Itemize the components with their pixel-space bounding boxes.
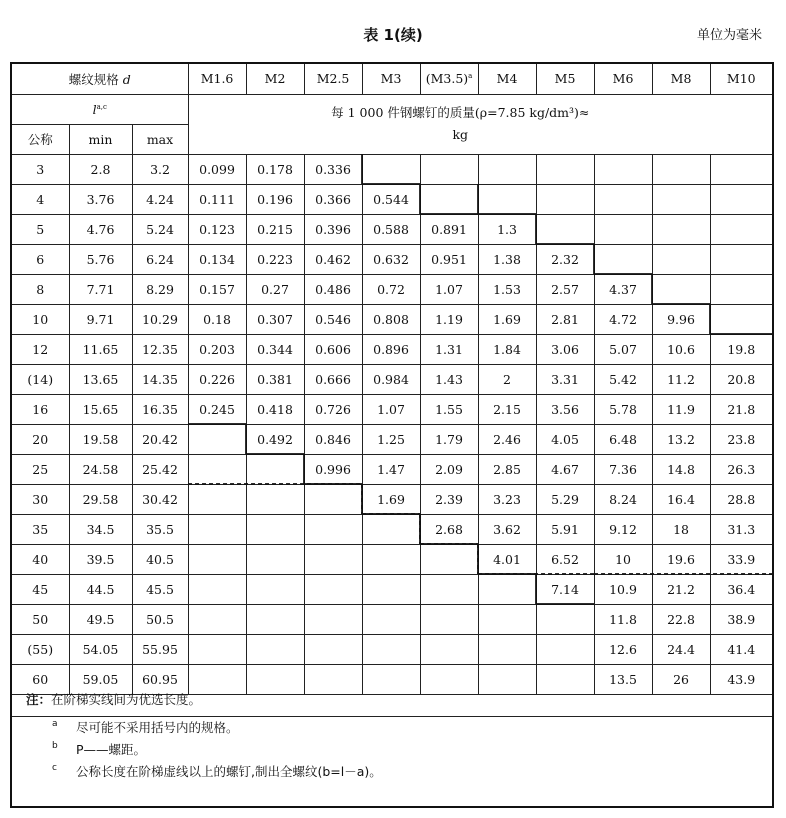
mass-value-cell: 0.418 <box>246 394 304 424</box>
mass-value-cell <box>478 574 536 604</box>
size-label: M2.5 <box>316 71 350 87</box>
size-footnote-mark: a <box>468 72 473 81</box>
table-row <box>12 154 772 184</box>
mass-value-cell <box>246 574 304 604</box>
min-length-cell: 59.05 <box>69 664 132 694</box>
size-label: M2 <box>264 71 286 87</box>
mass-value-cell <box>246 514 304 544</box>
mass-value-cell: 0.544 <box>362 184 420 214</box>
mass-value-cell: 1.19 <box>420 304 478 334</box>
mass-value-cell: 0.996 <box>304 454 362 484</box>
mass-title: 每 1 000 件钢螺钉的质量(ρ=7.85 kg/dm³)≈ <box>331 105 590 120</box>
max-length-cell: 3.2 <box>132 154 188 184</box>
size-header <box>362 64 420 94</box>
mass-value-cell: 0.111 <box>188 184 246 214</box>
mass-value-cell <box>362 574 420 604</box>
preferred-length-note <box>12 684 772 717</box>
min-length-cell: 4.76 <box>69 214 132 244</box>
mass-value-cell: 9.12 <box>594 514 652 544</box>
min-length-cell: 3.76 <box>69 184 132 214</box>
max-length-cell: 5.24 <box>132 214 188 244</box>
mass-value-cell <box>362 154 420 184</box>
mass-value-cell: 2.46 <box>478 424 536 454</box>
min-length-cell: 9.71 <box>69 304 132 334</box>
mass-value-cell <box>652 214 710 244</box>
mass-value-cell: 2.57 <box>536 274 594 304</box>
min-length-cell: 39.5 <box>69 544 132 574</box>
mass-value-cell <box>188 574 246 604</box>
mass-value-cell: 0.336 <box>304 154 362 184</box>
mass-value-cell <box>362 544 420 574</box>
table-frame <box>10 62 774 808</box>
footnote-c <box>12 761 772 783</box>
mass-value-cell <box>362 604 420 634</box>
mass-value-cell <box>362 514 420 544</box>
mass-value-cell <box>594 214 652 244</box>
min-length-cell: 13.65 <box>69 364 132 394</box>
nominal-length-cell: 20 <box>12 424 69 454</box>
mass-value-cell <box>536 604 594 634</box>
mass-value-cell: 0.157 <box>188 274 246 304</box>
mass-value-cell: 1.25 <box>362 424 420 454</box>
nominal-length-cell: 4 <box>12 184 69 214</box>
mass-value-cell: 0.307 <box>246 304 304 334</box>
max-length-cell: 6.24 <box>132 244 188 274</box>
mass-value-cell: 2 <box>478 364 536 394</box>
mass-value-cell <box>594 184 652 214</box>
mass-value-cell: 18 <box>652 514 710 544</box>
mass-value-cell: 26.3 <box>710 454 772 484</box>
mass-value-cell: 19.8 <box>710 334 772 364</box>
mass-value-cell: 0.27 <box>246 274 304 304</box>
size-header <box>304 64 362 94</box>
min-length-cell: 2.8 <box>69 154 132 184</box>
thread-spec-symbol: d <box>122 71 131 87</box>
mass-table <box>12 64 772 695</box>
min-header: min <box>69 124 132 154</box>
min-length-cell: 19.58 <box>69 424 132 454</box>
mass-value-cell <box>304 574 362 604</box>
nominal-length-cell: (14) <box>12 364 69 394</box>
mass-value-cell: 21.8 <box>710 394 772 424</box>
max-length-cell: 20.42 <box>132 424 188 454</box>
nominal-length-cell: 10 <box>12 304 69 334</box>
mass-value-cell <box>710 184 772 214</box>
size-header <box>420 64 478 94</box>
mass-value-cell <box>652 244 710 274</box>
mass-value-cell: 0.381 <box>246 364 304 394</box>
table-title: 表 1(续) <box>363 26 423 44</box>
mass-value-cell: 1.31 <box>420 334 478 364</box>
mass-value-cell: 5.91 <box>536 514 594 544</box>
mass-value-cell <box>304 514 362 544</box>
max-length-cell: 30.42 <box>132 484 188 514</box>
mass-value-cell: 0.492 <box>246 424 304 454</box>
mass-value-cell: 0.396 <box>304 214 362 244</box>
mass-value-cell: 0.123 <box>188 214 246 244</box>
mass-value-cell <box>188 484 246 514</box>
table-row <box>12 484 772 514</box>
table-row <box>12 544 772 574</box>
mass-value-cell: 5.42 <box>594 364 652 394</box>
mass-value-cell: 2.39 <box>420 484 478 514</box>
mass-value-cell: 0.18 <box>188 304 246 334</box>
nominal-length-cell: (55) <box>12 634 69 664</box>
mass-value-cell: 1.84 <box>478 334 536 364</box>
mass-value-cell: 3.23 <box>478 484 536 514</box>
mass-value-cell: 0.099 <box>188 154 246 184</box>
mass-value-cell: 5.07 <box>594 334 652 364</box>
mass-value-cell <box>710 274 772 304</box>
mass-value-cell <box>710 154 772 184</box>
mass-value-cell <box>246 484 304 514</box>
mass-value-cell: 0.666 <box>304 364 362 394</box>
nominal-length-cell: 60 <box>12 664 69 694</box>
size-label: M6 <box>612 71 634 87</box>
mass-value-cell: 4.05 <box>536 424 594 454</box>
nominal-length-cell: 8 <box>12 274 69 304</box>
mass-value-cell: 0.134 <box>188 244 246 274</box>
note-text: 在阶梯实线间为优选长度。 <box>51 692 202 707</box>
mass-value-cell <box>246 544 304 574</box>
mass-value-cell: 0.632 <box>362 244 420 274</box>
mass-value-cell: 0.226 <box>188 364 246 394</box>
max-length-cell: 45.5 <box>132 574 188 604</box>
size-header <box>594 64 652 94</box>
mass-value-cell: 10.9 <box>594 574 652 604</box>
mass-value-cell <box>710 304 772 334</box>
nominal-length-cell: 5 <box>12 214 69 244</box>
mass-value-cell <box>420 184 478 214</box>
mass-value-cell: 0.546 <box>304 304 362 334</box>
mass-value-cell: 3.06 <box>536 334 594 364</box>
min-length-cell: 11.65 <box>69 334 132 364</box>
mass-value-cell: 13.2 <box>652 424 710 454</box>
mass-value-cell: 8.24 <box>594 484 652 514</box>
max-length-cell: 12.35 <box>132 334 188 364</box>
mass-value-cell: 1.43 <box>420 364 478 394</box>
mass-value-cell: 0.588 <box>362 214 420 244</box>
mass-value-cell: 0.951 <box>420 244 478 274</box>
nominal-length-cell: 16 <box>12 394 69 424</box>
mass-value-cell: 4.72 <box>594 304 652 334</box>
footnote-mark: b <box>52 741 58 751</box>
mass-value-cell <box>188 634 246 664</box>
table-row <box>12 274 772 304</box>
mass-value-cell: 0.984 <box>362 364 420 394</box>
size-header <box>478 64 536 94</box>
table-row <box>12 304 772 334</box>
mass-value-cell <box>420 154 478 184</box>
mass-value-cell: 1.47 <box>362 454 420 484</box>
footnote-text: 公称长度在阶梯虚线以上的螺钉,制出全螺纹(b=l－a)。 <box>76 764 382 779</box>
mass-value-cell <box>304 484 362 514</box>
size-label: M5 <box>554 71 576 87</box>
footnote-text: P——螺距。 <box>76 742 147 757</box>
max-length-cell: 55.95 <box>132 634 188 664</box>
mass-value-cell <box>362 634 420 664</box>
mass-value-cell <box>188 454 246 484</box>
max-length-cell: 16.35 <box>132 394 188 424</box>
table-row <box>12 454 772 484</box>
mass-value-cell: 2.81 <box>536 304 594 334</box>
nominal-length-cell: 12 <box>12 334 69 364</box>
mass-value-cell <box>246 604 304 634</box>
mass-value-cell <box>246 454 304 484</box>
table-row <box>12 364 772 394</box>
max-header: max <box>132 124 188 154</box>
mass-value-cell: 0.215 <box>246 214 304 244</box>
mass-value-cell <box>710 214 772 244</box>
mass-value-cell: 2.15 <box>478 394 536 424</box>
mass-value-cell <box>594 154 652 184</box>
mass-value-cell: 6.48 <box>594 424 652 454</box>
mass-value-cell <box>536 184 594 214</box>
mass-value-cell: 9.96 <box>652 304 710 334</box>
size-label: M4 <box>496 71 518 87</box>
mass-value-cell: 1.79 <box>420 424 478 454</box>
mass-value-cell: 0.846 <box>304 424 362 454</box>
min-length-cell: 24.58 <box>69 454 132 484</box>
size-header <box>652 64 710 94</box>
size-header <box>536 64 594 94</box>
table-row <box>12 244 772 274</box>
size-label: M10 <box>726 71 756 87</box>
max-length-cell: 8.29 <box>132 274 188 304</box>
mass-value-cell: 1.3 <box>478 214 536 244</box>
table-row <box>12 604 772 634</box>
mass-value-cell: 2.32 <box>536 244 594 274</box>
mass-value-cell: 12.6 <box>594 634 652 664</box>
max-length-cell: 40.5 <box>132 544 188 574</box>
min-length-cell: 29.58 <box>69 484 132 514</box>
mass-value-cell: 14.8 <box>652 454 710 484</box>
mass-value-cell: 1.53 <box>478 274 536 304</box>
mass-value-cell: 19.6 <box>652 544 710 574</box>
mass-value-cell: 1.38 <box>478 244 536 274</box>
nominal-length-cell: 40 <box>12 544 69 574</box>
mass-value-cell <box>420 544 478 574</box>
size-label: M8 <box>670 71 692 87</box>
mass-value-cell: 26 <box>652 664 710 694</box>
mass-value-cell: 5.29 <box>536 484 594 514</box>
unit-label: 单位为毫米 <box>696 28 762 43</box>
mass-value-cell: 0.223 <box>246 244 304 274</box>
mass-value-cell <box>478 634 536 664</box>
min-length-cell: 15.65 <box>69 394 132 424</box>
length-header <box>12 94 188 124</box>
mass-value-cell: 4.01 <box>478 544 536 574</box>
mass-value-cell <box>652 274 710 304</box>
thread-spec-label: 螺纹规格 <box>68 71 119 87</box>
min-length-cell: 34.5 <box>69 514 132 544</box>
mass-value-cell: 20.8 <box>710 364 772 394</box>
mass-value-cell: 7.14 <box>536 574 594 604</box>
nominal-length-cell: 50 <box>12 604 69 634</box>
mass-value-cell: 13.5 <box>594 664 652 694</box>
size-header <box>246 64 304 94</box>
table-row <box>12 514 772 544</box>
mass-value-cell <box>536 154 594 184</box>
max-length-cell: 10.29 <box>132 304 188 334</box>
size-header <box>710 64 772 94</box>
max-length-cell: 14.35 <box>132 364 188 394</box>
mass-value-cell: 1.07 <box>420 274 478 304</box>
mass-value-cell <box>478 154 536 184</box>
note-label: 注： <box>26 692 52 707</box>
mass-value-cell: 0.245 <box>188 394 246 424</box>
mass-value-cell: 0.72 <box>362 274 420 304</box>
mass-unit: kg <box>452 127 469 142</box>
mass-value-cell: 1.55 <box>420 394 478 424</box>
mass-value-cell <box>246 634 304 664</box>
mass-value-cell: 0.178 <box>246 154 304 184</box>
mass-value-cell <box>710 244 772 274</box>
size-label: M3 <box>380 71 402 87</box>
mass-value-cell: 36.4 <box>710 574 772 604</box>
mass-header <box>188 94 732 154</box>
mass-value-cell: 2.68 <box>420 514 478 544</box>
mass-value-cell: 31.3 <box>710 514 772 544</box>
mass-value-cell: 33.9 <box>710 544 772 574</box>
table-row <box>12 334 772 364</box>
mass-value-cell: 24.4 <box>652 634 710 664</box>
mass-value-cell: 21.2 <box>652 574 710 604</box>
mass-value-cell: 11.2 <box>652 364 710 394</box>
mass-value-cell: 0.808 <box>362 304 420 334</box>
nominal-length-cell: 35 <box>12 514 69 544</box>
size-header <box>188 64 246 94</box>
min-length-cell: 44.5 <box>69 574 132 604</box>
size-label: M1.6 <box>200 71 234 87</box>
min-length-cell: 49.5 <box>69 604 132 634</box>
mass-value-cell: 0.462 <box>304 244 362 274</box>
header-row-sizes <box>12 64 772 94</box>
header-row-length <box>12 94 772 124</box>
mass-value-cell <box>188 604 246 634</box>
mass-value-cell: 11.8 <box>594 604 652 634</box>
mass-value-cell: 7.36 <box>594 454 652 484</box>
mass-value-cell: 0.203 <box>188 334 246 364</box>
nominal-length-cell: 30 <box>12 484 69 514</box>
mass-value-cell: 0.896 <box>362 334 420 364</box>
notes-section <box>12 684 772 783</box>
mass-value-cell <box>420 574 478 604</box>
mass-value-cell <box>420 604 478 634</box>
mass-value-cell: 2.85 <box>478 454 536 484</box>
min-length-cell: 54.05 <box>69 634 132 664</box>
mass-value-cell <box>420 634 478 664</box>
mass-value-cell <box>652 184 710 214</box>
min-length-cell: 7.71 <box>69 274 132 304</box>
mass-value-cell: 3.62 <box>478 514 536 544</box>
min-length-cell: 5.76 <box>69 244 132 274</box>
mass-value-cell: 10 <box>594 544 652 574</box>
mass-value-cell <box>188 424 246 454</box>
mass-value-cell: 38.9 <box>710 604 772 634</box>
size-label: (M3.5) <box>425 71 469 87</box>
mass-value-cell <box>304 544 362 574</box>
mass-value-cell: 0.486 <box>304 274 362 304</box>
mass-value-cell <box>536 634 594 664</box>
max-length-cell: 60.95 <box>132 664 188 694</box>
nominal-length-cell: 45 <box>12 574 69 604</box>
footnote-mark: c <box>52 763 57 773</box>
mass-value-cell: 1.07 <box>362 394 420 424</box>
mass-value-cell <box>536 214 594 244</box>
mass-value-cell: 22.8 <box>652 604 710 634</box>
mass-value-cell: 5.78 <box>594 394 652 424</box>
mass-value-cell: 10.6 <box>652 334 710 364</box>
mass-value-cell: 23.8 <box>710 424 772 454</box>
mass-value-cell: 0.606 <box>304 334 362 364</box>
max-length-cell: 25.42 <box>132 454 188 484</box>
length-footnote-marks: a,c <box>96 102 107 111</box>
mass-value-cell <box>188 544 246 574</box>
mass-value-cell: 2.09 <box>420 454 478 484</box>
mass-value-cell: 3.31 <box>536 364 594 394</box>
mass-value-cell: 4.67 <box>536 454 594 484</box>
mass-value-cell <box>594 244 652 274</box>
mass-value-cell: 0.344 <box>246 334 304 364</box>
mass-value-cell: 1.69 <box>478 304 536 334</box>
mass-value-cell: 28.8 <box>710 484 772 514</box>
table-row <box>12 214 772 244</box>
nominal-length-cell: 3 <box>12 154 69 184</box>
mass-value-cell: 0.726 <box>304 394 362 424</box>
table-row <box>12 184 772 214</box>
table-row <box>12 424 772 454</box>
mass-value-cell <box>188 514 246 544</box>
max-length-cell: 4.24 <box>132 184 188 214</box>
mass-value-cell: 0.891 <box>420 214 478 244</box>
max-length-cell: 50.5 <box>132 604 188 634</box>
nominal-header: 公称 <box>12 124 69 154</box>
thread-spec-header <box>12 64 188 94</box>
footnote-a <box>12 717 772 739</box>
mass-value-cell: 16.4 <box>652 484 710 514</box>
mass-value-cell: 3.56 <box>536 394 594 424</box>
mass-value-cell: 1.69 <box>362 484 420 514</box>
mass-value-cell: 6.52 <box>536 544 594 574</box>
mass-value-cell <box>478 184 536 214</box>
table-row <box>12 634 772 664</box>
table-row <box>12 574 772 604</box>
mass-value-cell: 4.37 <box>594 274 652 304</box>
length-symbol: l <box>92 101 97 117</box>
max-length-cell: 35.5 <box>132 514 188 544</box>
footnote-text: 尽可能不采用括号内的规格。 <box>76 720 239 735</box>
nominal-length-cell: 25 <box>12 454 69 484</box>
footnote-b <box>12 739 772 761</box>
nominal-length-cell: 6 <box>12 244 69 274</box>
footnote-mark: a <box>52 719 58 729</box>
mass-value-cell: 43.9 <box>710 664 772 694</box>
mass-value-cell <box>304 634 362 664</box>
mass-value-cell <box>304 604 362 634</box>
mass-value-cell: 41.4 <box>710 634 772 664</box>
mass-value-cell <box>478 604 536 634</box>
mass-value-cell <box>652 154 710 184</box>
mass-value-cell: 11.9 <box>652 394 710 424</box>
table-row <box>12 394 772 424</box>
mass-value-cell: 0.366 <box>304 184 362 214</box>
mass-value-cell: 0.196 <box>246 184 304 214</box>
